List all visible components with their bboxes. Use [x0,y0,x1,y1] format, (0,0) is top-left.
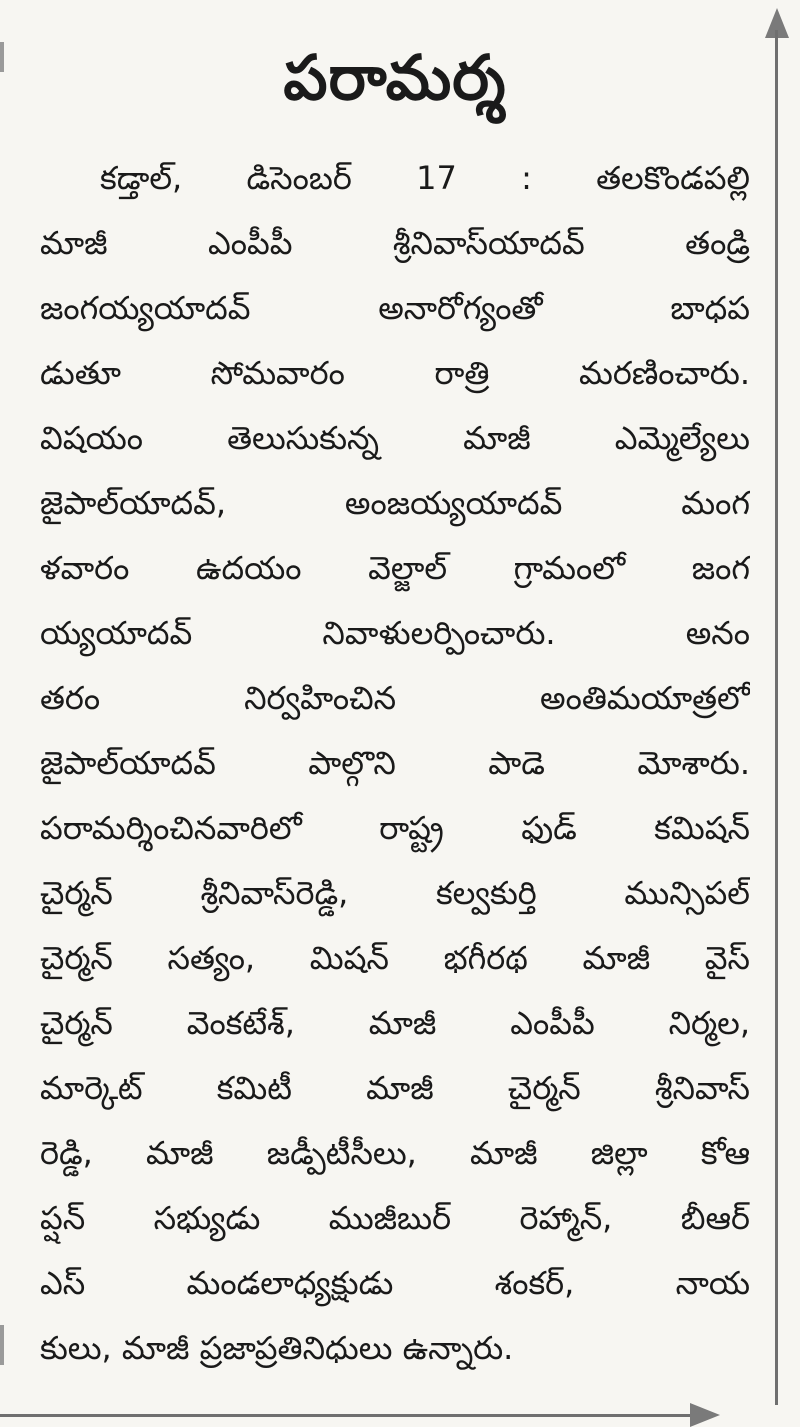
article [40,30,750,1381]
left-border-fragment [0,1325,4,1365]
article-line: మార్కెట్ కమిటీ మాజీ చైర్మన్ శ్రీనివాస్ [40,1069,750,1107]
article-line: ళవారం ఉదయం వెల్జాల్ గ్రామంలో జంగ [40,549,750,587]
article-line: చైర్మన్ సత్యం, మిషన్ భగీరథ మాజీ వైస్ [40,939,750,977]
article-line: చైర్మన్ శ్రీనివాస్‌రెడ్డి, కల్వకుర్తి మున్సిపల్ [40,874,750,912]
bottom-border-rule [0,1414,700,1417]
article-line: చైర్మన్ వెంకటేశ్, మాజీ ఎంపీపీ నిర్మల, [40,1004,750,1042]
left-border-fragment [0,42,4,72]
article-line: కులు, మాజీ ప్రజాప్రతినిధులు ఉన్నారు. [40,1329,514,1367]
article-line: కడ్తాల్, డిసెంబర్ 17 : తలకొండపల్లి [100,159,750,197]
article-line: పరామర్శించినవారిలో రాష్ట్ర ఫుడ్ కమిషన్ [40,809,750,847]
article-line: తరం నిర్వహించిన అంతిమయాత్రలో [40,679,750,717]
article-line: విషయం తెలుసుకున్న మాజీ ఎమ్మెల్యేలు [40,419,750,457]
article-line: డుతూ సోమవారం రాత్రి మరణించారు. [40,354,750,392]
article-line: మాజీ ఎంపీపీ శ్రీనివాస్‌యాదవ్ తండ్రి [40,224,750,262]
article-line: జంగయ్యయాదవ్ అనారోగ్యంతో బాధప [40,289,750,327]
article-line: రెడ్డి, మాజీ జడ్పీటీసీలు, మాజీ జిల్లా కోఆ [40,1134,750,1172]
article-line: య్యయాదవ్ నివాళులర్పించారు. అనం [40,614,750,652]
article-line: జైపాల్‌యాదవ్, అంజయ్యయాదవ్ మంగ [40,484,750,522]
article-line: ప్షన్ సభ్యుడు ముజీబుర్ రెహ్మాన్, బీఆర్ [40,1199,750,1237]
right-arrow-icon [690,1403,720,1427]
headline: పరామర్శ [283,41,507,114]
article-line: ఎస్ మండలాధ్యక్షుడు శంకర్, నాయ [40,1264,750,1302]
article-line: జైపాల్‌యాదవ్ పాల్గొని పాడె మోశారు. [40,744,750,782]
right-border-rule [775,30,778,1405]
